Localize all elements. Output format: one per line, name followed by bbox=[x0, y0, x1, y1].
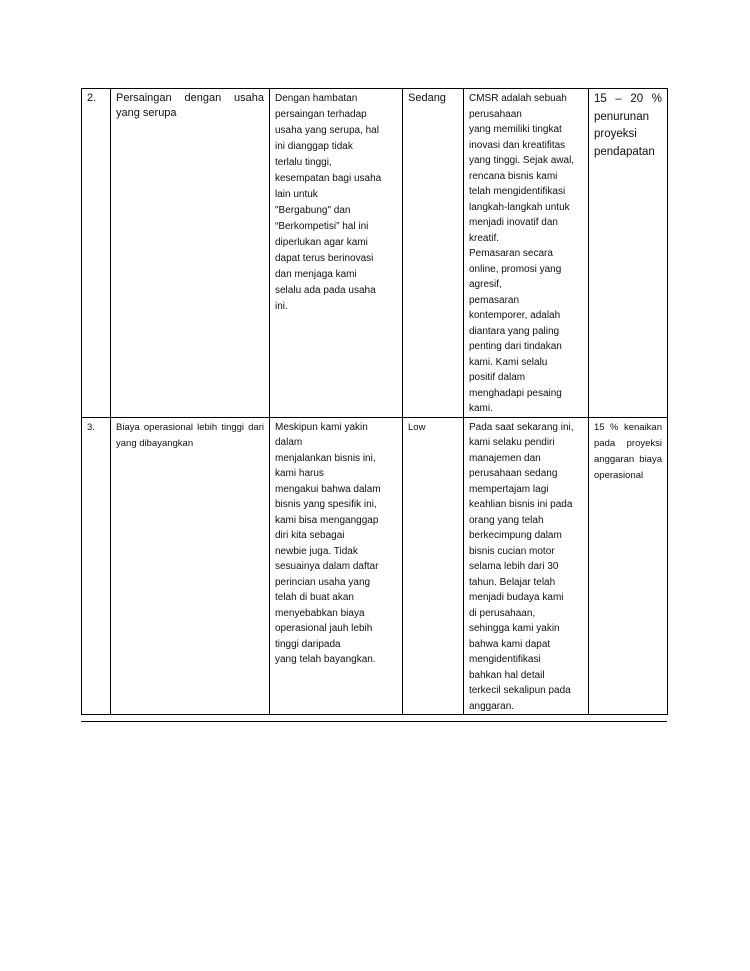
text-line: pemasaran bbox=[469, 294, 520, 306]
text-line: rencana bisnis kami bbox=[469, 170, 558, 182]
text-line: "Bergabung" dan bbox=[275, 205, 351, 216]
text-line: lain untuk bbox=[275, 189, 318, 200]
text-line: penting dari tindakan bbox=[469, 341, 562, 352]
text-line: mengakui bahwa dalam bbox=[275, 483, 381, 495]
text-line: agresif, bbox=[469, 279, 502, 290]
text-line: selalu ada pada usaha bbox=[275, 285, 376, 296]
risk-table bbox=[81, 88, 668, 715]
risk-level: Low bbox=[403, 417, 464, 715]
row-number: 3. bbox=[82, 417, 111, 715]
text-line: kami bisa menganggap bbox=[275, 514, 379, 526]
text-line: kami. Kami selalu bbox=[469, 356, 548, 368]
text-line: di perusahaan, bbox=[469, 607, 536, 619]
text-line: bahkan hal detail bbox=[469, 669, 545, 681]
text-line: Meskipun kami yakin bbox=[275, 421, 368, 433]
text-line: berkecimpung dalam bbox=[469, 530, 562, 541]
text-line: persaingan terhadap bbox=[275, 109, 367, 120]
text-line: kami. bbox=[469, 403, 493, 414]
text-line: sehingga kami yakin bbox=[469, 623, 560, 634]
risk-level: Sedang bbox=[403, 89, 464, 418]
text-line: kami selaku pendiri bbox=[469, 437, 555, 448]
text-line: terkecil sekalipun pada bbox=[469, 685, 571, 696]
text-line: kreatif. bbox=[469, 232, 500, 244]
text-line: menjadi budaya kami bbox=[469, 592, 564, 603]
text-line: bisnis yang spesifik ini, bbox=[275, 499, 377, 510]
text-line: Pada saat sekarang ini, bbox=[469, 421, 574, 433]
text-line: diperlukan agar kami bbox=[275, 237, 368, 248]
row-number: 2. bbox=[82, 89, 111, 418]
text-line: menyebabkan biaya bbox=[275, 607, 365, 619]
text-line: menjalankan bisnis ini, bbox=[275, 452, 376, 464]
text-line: yang telah bayangkan. bbox=[275, 654, 376, 665]
text-line: bisnis cucian motor bbox=[469, 545, 555, 557]
text-line: manajemen dan bbox=[469, 452, 541, 464]
text-line: Dengan hambatan bbox=[275, 93, 358, 104]
text-line: operasional jauh lebih bbox=[275, 623, 373, 634]
text-line: menjadi inovatif dan bbox=[469, 217, 558, 228]
text-line: CMSR adalah sebuah bbox=[469, 93, 567, 104]
text-line: ini. bbox=[275, 301, 288, 312]
text-line: positif dalam bbox=[469, 372, 526, 383]
text-line: bahwa kami dapat bbox=[469, 638, 551, 650]
text-line: selama lebih dari 30 bbox=[469, 561, 559, 572]
risk-description: Biaya operasional lebih tinggi dari yang dibayangkan bbox=[111, 417, 270, 715]
text-line: ini dianggap tidak bbox=[275, 141, 353, 152]
risk-explanation bbox=[270, 417, 403, 715]
footer-divider bbox=[81, 721, 667, 722]
text-line: yang memiliki tingkat bbox=[469, 124, 562, 135]
text-line: online, promosi yang bbox=[469, 263, 562, 275]
text-line: sesuainya dalam daftar bbox=[275, 561, 379, 572]
text-line: tahun. Belajar telah bbox=[469, 576, 556, 588]
text-line: terlalu tinggi, bbox=[275, 157, 332, 168]
risk-explanation bbox=[270, 89, 403, 418]
text-line: dan menjaga kami bbox=[275, 269, 357, 280]
text-line: perusahaan bbox=[469, 108, 522, 120]
text-line: kami harus bbox=[275, 468, 324, 479]
text-line: perincian usaha yang bbox=[275, 576, 371, 588]
risk-mitigation bbox=[464, 89, 589, 418]
text-line: perusahaan sedang bbox=[469, 468, 558, 479]
table-row bbox=[82, 417, 668, 715]
text-line: kesempatan bagi usaha bbox=[275, 173, 382, 184]
text-line: menghadapi pesaing bbox=[469, 387, 562, 399]
text-line: langkah-langkah untuk bbox=[469, 201, 570, 213]
text-line: orang yang telah bbox=[469, 514, 544, 526]
text-line: “Berkompetisi” hal ini bbox=[275, 221, 369, 232]
text-line: diantara yang paling bbox=[469, 325, 560, 337]
text-line: keahlian bisnis ini pada bbox=[469, 499, 573, 510]
text-line: mengidentifikasi bbox=[469, 654, 541, 665]
text-line: tinggi daripada bbox=[275, 638, 341, 650]
risk-mitigation bbox=[464, 417, 589, 715]
text-line: mempertajam lagi bbox=[469, 483, 549, 495]
risk-impact: 15 % kenaikan pada proyeksi anggaran biaya operasional bbox=[589, 417, 668, 715]
text-line: Pemasaran secara bbox=[469, 248, 553, 259]
table-row bbox=[82, 89, 668, 418]
text-line: telah mengidentifikasi bbox=[469, 186, 566, 197]
risk-description: Persaingan dengan usaha yang serupa bbox=[111, 89, 270, 418]
text-line: kontemporer, adalah bbox=[469, 310, 561, 321]
text-line: dalam bbox=[275, 437, 303, 448]
text-line: telah di buat akan bbox=[275, 592, 354, 603]
text-line: yang tinggi. Sejak awal, bbox=[469, 155, 575, 166]
text-line: anggaran. bbox=[469, 700, 515, 712]
text-line: dapat terus berinovasi bbox=[275, 253, 374, 264]
risk-impact: 15 – 20 % penurunan proyeksi pendapatan bbox=[589, 89, 668, 418]
text-line: newbie juga. Tidak bbox=[275, 545, 358, 557]
text-line: usaha yang serupa, hal bbox=[275, 125, 379, 136]
text-line: diri kita sebagai bbox=[275, 530, 345, 541]
text-line: inovasi dan kreatifitas bbox=[469, 139, 566, 151]
